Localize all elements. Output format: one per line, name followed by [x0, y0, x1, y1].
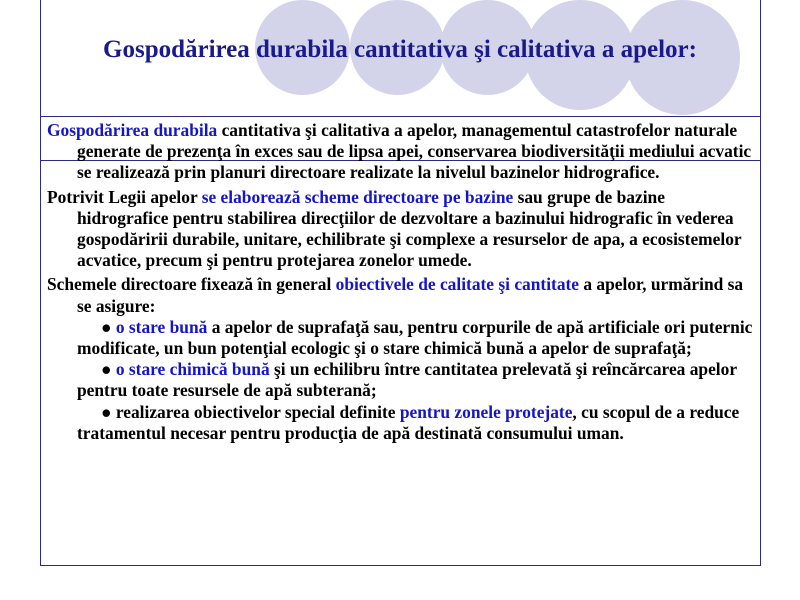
- slide-title: Gospodărirea durabila cantitativa şi calitativa a apelor:: [103, 36, 697, 63]
- paragraph-text: a apelor, urmărind sa se asigure:: [77, 274, 744, 316]
- highlight-text: se elaborează scheme directoare pe bazine: [201, 186, 514, 207]
- bullet-icon: ●: [101, 359, 116, 380]
- highlight-text: o stare bună: [115, 316, 208, 337]
- bullet-text: , cu scopul de a reduce tratamentul necesar pentru producţia de apă destinată consumului uman.: [77, 401, 740, 443]
- bullet-icon: ●: [101, 316, 116, 337]
- bullet-text: şi un echilibru între cantitatea prelevată şi reîncărcarea apelor pentru toate resursele de apă subterană;: [77, 359, 737, 401]
- paragraph-1: [47, 120, 753, 184]
- paragraph-text: Schemele directoare fixează în general: [47, 274, 336, 295]
- bullet-text: a apelor de suprafaţă sau, pentru corpurile de apă artificiale ori puternic modificate, un bun potenţial ecologic şi o stare chimică bună a apelor de suprafaţă;: [77, 316, 753, 359]
- highlight-text: Gospodărirea durabila: [47, 120, 218, 140]
- highlight-text: o stare chimică bună: [115, 359, 270, 380]
- bullet-item: [77, 317, 752, 358]
- bullet-icon: ●: [101, 401, 116, 422]
- highlight-text: obiectivele de calitate şi cantitate: [335, 274, 580, 295]
- paragraph-2: [47, 187, 753, 272]
- paragraph-text: Potrivit Legii apelor: [47, 186, 202, 207]
- slide-body: [47, 120, 753, 447]
- bullet-text: realizarea obiectivelor special definite: [115, 401, 400, 422]
- highlight-text: pentru zonele protejate: [399, 401, 573, 422]
- bullet-item: [77, 359, 737, 400]
- bullet-item: [77, 402, 739, 443]
- paragraph-text: cantitativa şi calitativa a apelor, managementul catastrofelor naturale generate de prezenţa în exces sau de lipsa apei, conservarea biodiversităţii mediului acvatic se realizează prin planuri directoare realizate la nivelul bazinelor hidrografice.: [77, 120, 752, 183]
- divider-line: [40, 116, 761, 117]
- paragraph-3: [47, 274, 753, 444]
- paragraph-text: sau grupe de bazine hidrografice pentru stabilirea direcţiilor de dezvoltare a bazinului hidrografic în vederea gospodăririi durabile, unitare, echilibrate şi complexe a resurselor de apa, a ecosistemelor acvatice, precum şi pentru protejarea zonelor umede.: [77, 186, 742, 271]
